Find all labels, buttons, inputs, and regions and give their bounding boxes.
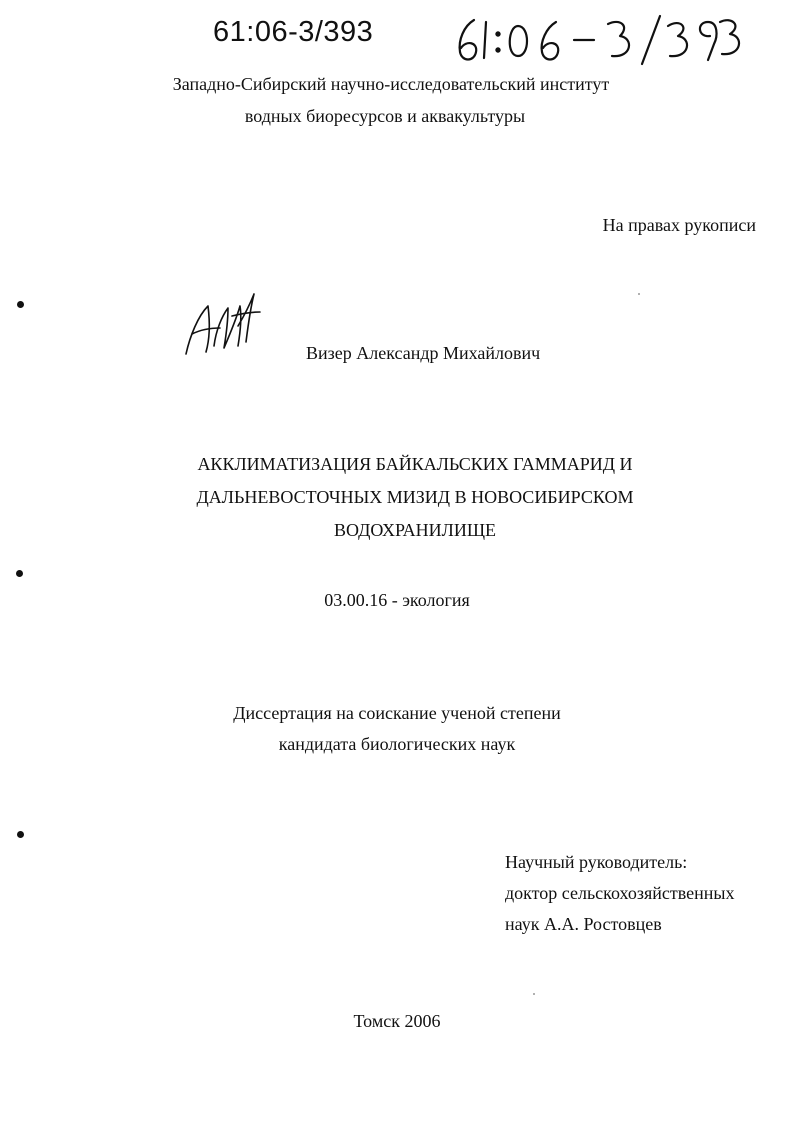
dissertation-title xyxy=(18,448,794,547)
supervisor-block xyxy=(505,847,735,940)
author-name: Визер Александр Михайлович xyxy=(306,343,541,363)
author-signature xyxy=(180,286,265,361)
degree-statement xyxy=(0,698,794,760)
rights-note: На правах рукописи xyxy=(602,215,756,235)
scan-speck xyxy=(533,993,535,995)
scan-speck xyxy=(638,293,640,295)
institute-name-line-2: водных биоресурсов и аквакультуры xyxy=(244,106,526,126)
supervisor-line-3: наук А.А. Ростовцев xyxy=(505,914,662,934)
supervisor-line-2: доктор сельскохозяйственных xyxy=(505,883,735,903)
binding-hole-mark xyxy=(17,301,24,308)
title-line-3: ВОДОХРАНИЛИЩЕ xyxy=(333,520,497,540)
supervisor-line-1: Научный руководитель: xyxy=(505,852,688,872)
degree-line-2: кандидата биологических наук xyxy=(278,734,516,754)
degree-line-1: Диссертация на соискание ученой степени xyxy=(233,703,561,723)
title-line-1: АККЛИМАТИЗАЦИЯ БАЙКАЛЬСКИХ ГАММАРИД И xyxy=(197,454,633,474)
specialty-code: 03.00.16 - экология xyxy=(324,590,470,610)
institute-name-line-1: Западно-Сибирский научно-исследовательский институт xyxy=(172,74,610,94)
binding-hole-mark xyxy=(16,570,23,577)
city-year: Томск 2006 xyxy=(353,1011,441,1031)
title-line-2: ДАЛЬНЕВОСТОЧНЫХ МИЗИД В НОВОСИБИРСКОМ xyxy=(196,487,634,507)
archive-stamp: 61:06-3/393 xyxy=(213,16,374,48)
handwritten-archive-code xyxy=(452,8,742,68)
binding-hole-mark xyxy=(17,831,24,838)
